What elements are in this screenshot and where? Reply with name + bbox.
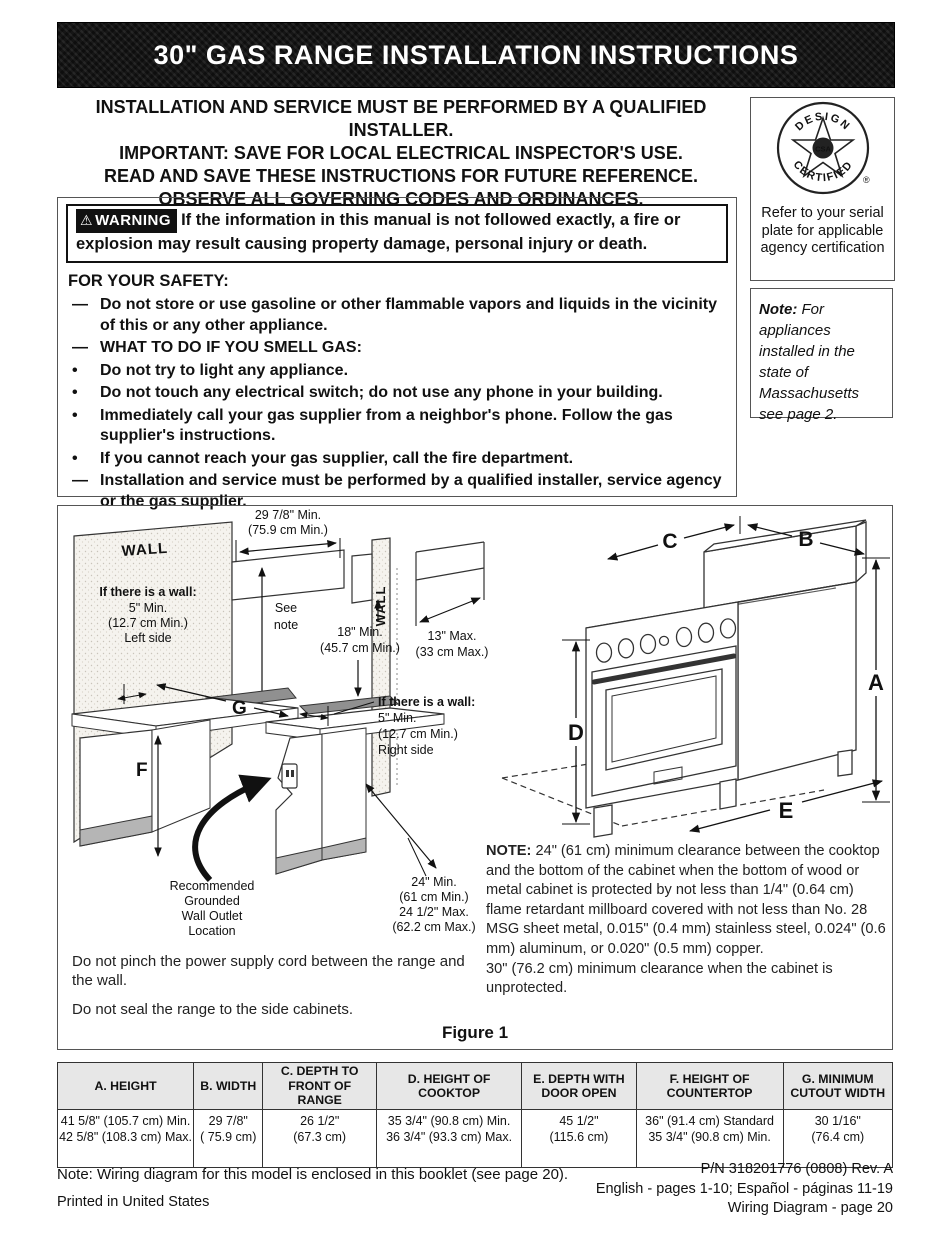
badge-center-label: CSA <box>814 144 831 154</box>
warning-triangle-icon: ⚠ <box>80 212 94 228</box>
cell-cutout-width <box>783 1110 892 1168</box>
list-marker: • <box>72 449 78 467</box>
cell-line1: 41 5/8" (105.7 cm) Min. <box>60 1114 191 1128</box>
dim-18-label: 18" Min. <box>337 625 383 639</box>
left-wall-note: 5" Min. <box>128 601 168 615</box>
dim-24-label: 24 1/2" Max. <box>399 905 469 919</box>
list-item: Immediately call your gas supplier from a neighbor's phone. Follow the gas supplier's instructions. <box>100 406 673 444</box>
col-header-c <box>263 1063 377 1110</box>
middle-wall <box>372 538 397 796</box>
left-wall-note: Left side <box>124 631 172 645</box>
list-item: Do not touch any electrical switch; do not use any phone in your building. <box>100 384 663 401</box>
label-e: E <box>778 798 794 823</box>
gas-range-drawing <box>586 520 866 837</box>
warning-label-text: WARNING <box>95 212 172 229</box>
list-item: Do not try to light any appliance. <box>100 361 349 379</box>
cell-line1: 30 1/16" <box>814 1114 861 1128</box>
cell-line1: 45 1/2" <box>559 1114 599 1128</box>
printed-in: Printed in United States <box>57 1194 210 1210</box>
header-line2: FRONT OF RANGE <box>288 1078 352 1108</box>
badge-bottom-label: CERTIFIED <box>789 158 856 185</box>
dim-29-label: (75.9 cm Min.) <box>248 523 328 537</box>
list-item: WHAT TO DO IF YOU SMELL GAS: <box>100 339 362 356</box>
range-side-panel <box>738 582 856 780</box>
wall-vertical-label: WALL <box>373 585 388 627</box>
cell-countertop-height <box>636 1110 783 1168</box>
list-item: Installation and service must be performed by a qualified installer, service agency or the gas supplier. <box>100 472 722 510</box>
list-marker: — <box>72 472 88 489</box>
header-line: READ AND SAVE THESE INSTRUCTIONS FOR FUTURE REFERENCE. <box>103 166 699 186</box>
header-line1: A. HEIGHT <box>94 1078 157 1093</box>
wall-label: WALL <box>121 539 169 560</box>
header-line1: G. MINIMUM <box>801 1071 874 1086</box>
list-marker: — <box>72 339 88 356</box>
outlet-note-line: Wall Outlet <box>181 909 243 923</box>
left-wall-note: If there is a wall: <box>99 585 197 599</box>
note-side-cabinets: Do not seal the range to the side cabinets. <box>72 1001 354 1018</box>
header-line1: C. DEPTH TO <box>280 1064 359 1079</box>
col-header-d <box>376 1063 521 1110</box>
safety-section <box>57 197 737 510</box>
note-power-cord: Do not pinch the power supply cord between the range and the wall. <box>72 953 465 989</box>
note-label: Note: <box>759 301 798 318</box>
right-counter <box>266 696 444 874</box>
cell-line2: 36 3/4" (93.3 cm) Max. <box>386 1130 513 1144</box>
safety-heading: FOR YOUR SAFETY: <box>68 272 229 290</box>
warning-label <box>76 209 177 233</box>
header-line: OBSERVE ALL GOVERNING CODES AND ORDINANCES. <box>158 189 644 209</box>
dim-24-label: (62.2 cm Max.) <box>392 920 476 934</box>
left-counter <box>72 688 298 846</box>
dim-e <box>690 781 882 831</box>
dim-24-label: (61 cm Min.) <box>399 890 469 904</box>
language-pages: English - pages 1-10; Español - páginas 11-19 <box>595 1180 893 1197</box>
warning-text: If the information in this manual is not followed exactly, a fire or explosion may result causing property damage, personal injury or death. <box>76 211 681 253</box>
part-number: P/N 318201776 (0808) Rev. A <box>700 1161 893 1177</box>
header-line2: COUNTERTOP <box>666 1086 753 1100</box>
cell-cooktop-height <box>376 1110 521 1168</box>
clearance-note-body2: 30" (76.2 cm) minimum clearance when the cabinet is unprotected. <box>486 960 833 997</box>
figure-caption: Figure 1 <box>441 1023 509 1042</box>
outlet-note-line: Grounded <box>184 894 240 908</box>
certification-box <box>750 97 895 281</box>
clearance-note-body <box>486 842 890 960</box>
outlet-note-line: Recommended <box>169 879 255 893</box>
list-marker: • <box>72 361 78 379</box>
registered-mark: ® <box>862 175 870 185</box>
list-item: Do not store or use gasoline or other flammable vapors and liquids in the vicinity of this or any other appliance. <box>100 296 717 334</box>
cell-height <box>58 1110 194 1168</box>
wiring-note: Note: Wiring diagram for this model is enclosed in this booklet (see page 20). <box>57 1166 569 1183</box>
dim-24-label: 24" Min. <box>411 875 457 889</box>
upper-cabinets <box>232 542 484 626</box>
figure-notes <box>72 952 472 1029</box>
header-line: INSTALLATION AND SERVICE MUST BE PERFORMED BY A QUALIFIED INSTALLER. <box>95 97 707 140</box>
right-wall-note: Right side <box>378 743 434 757</box>
label-a: A <box>868 670 884 695</box>
list-marker: • <box>72 406 78 424</box>
header-line1: F. HEIGHT OF <box>669 1071 750 1086</box>
header-line2: DOOR OPEN <box>541 1086 617 1100</box>
cell-line2: (115.6 cm) <box>549 1130 609 1144</box>
cell-line2: (67.3 cm) <box>293 1130 347 1144</box>
left-wall-note: (12.7 cm Min.) <box>108 616 188 630</box>
range-front-panel <box>586 602 738 808</box>
note-text: For appliances installed in the state of Massachusetts see page 2. <box>759 301 860 423</box>
clearance-note-label: NOTE: <box>486 843 532 859</box>
cell-door-open-depth <box>522 1110 636 1168</box>
label-f: F <box>136 760 148 781</box>
page-title: 30" GAS RANGE INSTALLATION INSTRUCTIONS <box>153 39 799 70</box>
col-header-f <box>636 1063 783 1110</box>
wall-outlet-icon <box>282 764 297 788</box>
cell-line1: 29 7/8" <box>208 1114 248 1128</box>
dimensions-table <box>57 1062 893 1168</box>
header-line1: D. HEIGHT OF <box>407 1071 491 1086</box>
clearance-diagram <box>60 508 490 953</box>
right-wall-note: If there is a wall: <box>378 695 476 709</box>
col-header-a <box>58 1063 194 1110</box>
list-marker: — <box>72 296 88 313</box>
wiring-diagram-page: Wiring Diagram - page 20 <box>727 1200 893 1216</box>
design-certified-badge-icon <box>773 98 873 198</box>
certification-caption: Refer to your serial plate for applicable agency certification <box>760 205 885 256</box>
see-note-label: See <box>274 601 298 615</box>
cell-line2: 35 3/4" (90.8 cm) Min. <box>648 1130 771 1144</box>
see-note-label: note <box>273 618 299 632</box>
cell-width <box>194 1110 263 1168</box>
col-header-g <box>783 1063 892 1110</box>
col-header-b <box>194 1063 263 1110</box>
warning-box <box>66 204 728 263</box>
header-line1: B. WIDTH <box>200 1078 257 1093</box>
cell-line2: ( 75.9 cm) <box>200 1130 257 1144</box>
dim-13-label: (33 cm Max.) <box>415 645 489 659</box>
svg-text:DESIGN <box>793 111 853 134</box>
table-row <box>58 1110 893 1168</box>
header-line1: E. DEPTH WITH <box>533 1071 625 1086</box>
footer-right <box>596 1160 893 1219</box>
dim-a <box>862 558 890 802</box>
dim-18-label: (45.7 cm Min.) <box>320 641 400 655</box>
label-b: B <box>798 528 814 551</box>
outlet-note-line: Location <box>188 924 236 938</box>
col-header-e <box>522 1063 636 1110</box>
header-line2: COOKTOP <box>418 1086 481 1100</box>
header-notices <box>57 96 745 211</box>
massachusetts-note <box>750 288 893 423</box>
header-line2: CUTOUT WIDTH <box>790 1086 886 1100</box>
dim-24 <box>366 784 476 934</box>
dim-13-label: 13" Max. <box>427 629 477 643</box>
table-header-row <box>58 1063 893 1110</box>
title-banner <box>57 22 895 88</box>
header-line: IMPORTANT: SAVE FOR LOCAL ELECTRICAL INSPECTOR'S USE. <box>119 143 683 163</box>
cell-line2: (76.4 cm) <box>811 1130 865 1144</box>
cell-line2: 42 5/8" (108.3 cm) Max. <box>59 1130 193 1144</box>
cell-depth <box>263 1110 377 1168</box>
figure-1 <box>57 505 893 1050</box>
right-wall-note: (12.7 cm Min.) <box>378 727 458 741</box>
label-g: G <box>232 698 247 719</box>
label-d: D <box>568 720 584 745</box>
range-dimension-diagram <box>488 510 908 842</box>
label-c: C <box>662 530 678 553</box>
clearance-note <box>486 842 890 999</box>
dim-13 <box>416 598 489 659</box>
outlet-note <box>170 879 255 938</box>
safety-list <box>66 295 728 512</box>
list-marker: • <box>72 384 78 401</box>
cell-line1: 35 3/4" (90.8 cm) Min. <box>387 1114 511 1128</box>
cell-line1: 26 1/2" <box>300 1114 340 1128</box>
list-item: If you cannot reach your gas supplier, call the fire department. <box>100 449 574 467</box>
dim-29-label: 29 7/8" Min. <box>254 508 322 522</box>
cell-line1: 36" (91.4 cm) Standard <box>645 1114 774 1128</box>
right-wall-note: 5" Min. <box>378 711 417 725</box>
badge-top-label: DESIGN <box>792 110 853 134</box>
clearance-note-text: 24" (61 cm) minimum clearance between the cooktop and the bottom of the cabinet when the bottom of wood or metal cabinet is protected by not less than 1/4" (0.64 cm) flame retardant millboard covered with not less than No. 28 MSG sheet metal, 0.015" (0.4 mm) stainless steel, 0.024" (0.6 mm) aluminum, or 0.020" (0.5 mm) copper. <box>486 843 886 957</box>
